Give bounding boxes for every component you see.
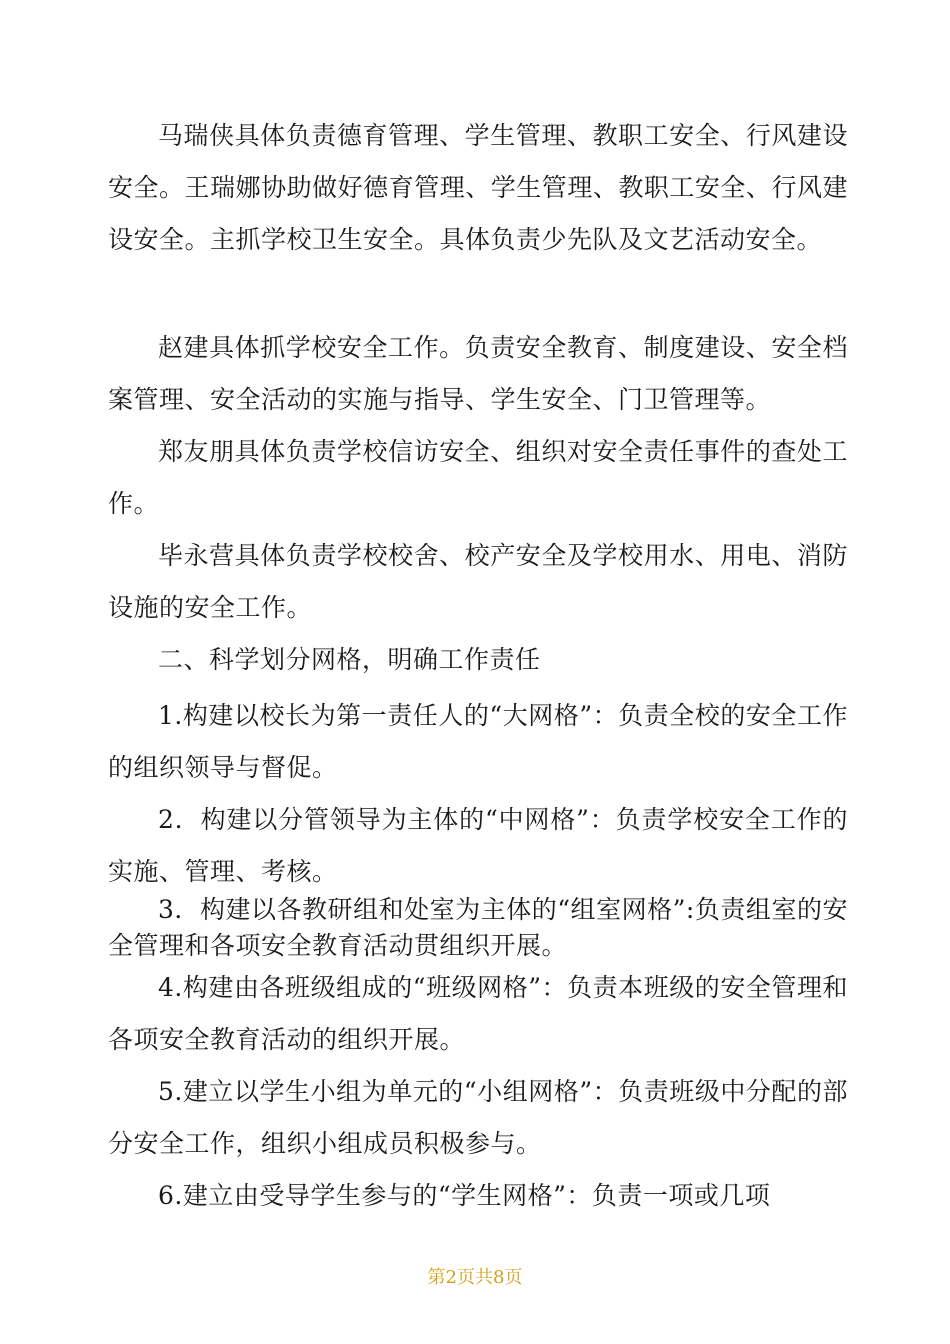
list-item-1: 1.构建以校长为第一责任人的“大网格”：负责全校的安全工作的组织领导与督促。 <box>108 701 848 782</box>
section-heading-grid: 二、科学划分网格，明确工作责任 <box>158 645 541 674</box>
list-item-6: 6.建立由受导学生参与的“学生网格”：负责一项或几项 <box>158 1181 771 1210</box>
list-item-2: 2．构建以分管领导为主体的“中网格”：负责学校安全工作的实施、管理、考核。 <box>108 805 848 886</box>
list-item-5: 5.建立以学生小组为单元的“小组网格”：负责班级中分配的部分安全工作，组织小组成员积极参与。 <box>108 1077 848 1158</box>
list-item-3: 3．构建以各教研组和处室为主体的“组室网格”:负责组室的安全管理和各项安全教育活动贯组织开展。 <box>108 895 848 960</box>
paragraph-ma-ruixia: 马瑞侠具体负责德育管理、学生管理、教职工安全、行风建设安全。王瑞娜协助做好德育管理、学生管理、教职工安全、行风建设安全。主抓学校卫生安全。具体负责少先队及文艺活动安全。 <box>108 121 848 254</box>
paragraph-zheng-youpeng: 郑友朋具体负责学校信访安全、组织对安全责任事件的查处工作。 <box>108 437 848 518</box>
paragraph-zhao-jian: 赵建具体抓学校安全工作。负责安全教育、制度建设、安全档案管理、安全活动的实施与指导、学生安全、门卫管理等。 <box>108 333 848 414</box>
page-number-footer: 第2页共8页 <box>427 1267 523 1288</box>
paragraph-bi-yongying: 毕永营具体负责学校校舍、校产安全及学校用水、用电、消防设施的安全工作。 <box>108 541 848 622</box>
list-item-4: 4.构建由各班级组成的“班级网格”：负责本班级的安全管理和各项安全教育活动的组织开展。 <box>108 973 848 1054</box>
